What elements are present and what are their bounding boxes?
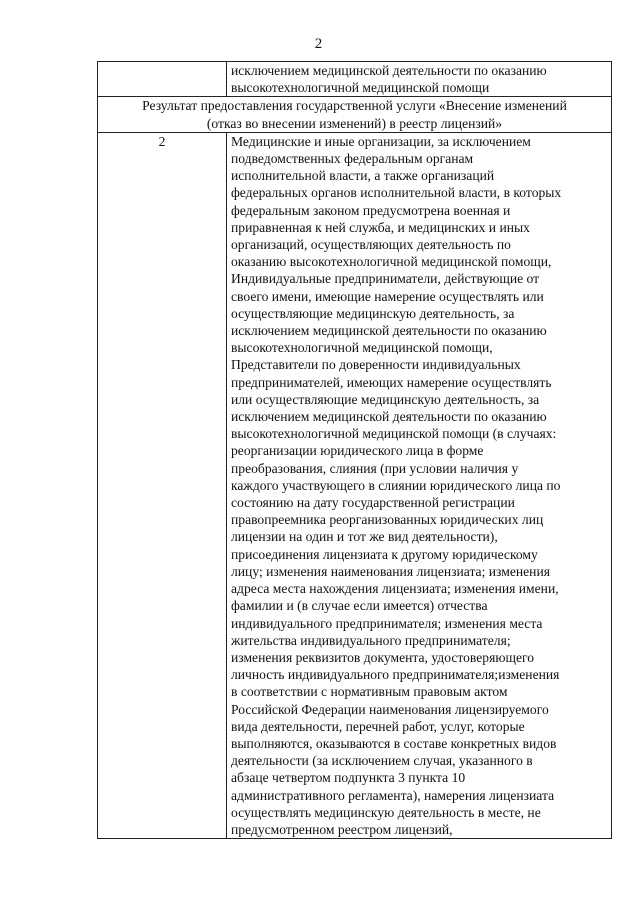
text-line: исключением медицинской деятельности по оказанию [231, 409, 547, 425]
text-line: оказанию высокотехнологичной медицинской помощи, [231, 254, 552, 270]
text-line: своего имени, имеющие намерение осуществлять или [231, 288, 544, 304]
text-line: индивидуального предпринимателя; изменения места [231, 615, 543, 631]
text-line: каждого участвующего в слиянии юридического лица по [231, 477, 561, 493]
text-line: высокотехнологичной медицинской помощи, [231, 340, 493, 356]
text-line: изменения реквизитов документа, удостоверяющего [231, 649, 535, 665]
section-header-row [98, 97, 612, 132]
row-number-cell [98, 62, 227, 97]
text-line: федеральным законом предусмотрена военная и [231, 202, 511, 218]
text-line: организаций, осуществляющих деятельность по [231, 237, 511, 253]
text-line: Индивидуальные предприниматели, действующие от [231, 271, 540, 287]
text-line: в соответствии с нормативным правовым актом [231, 684, 508, 700]
table-row [98, 62, 612, 97]
text-line: высокотехнологичной медицинской помощи [231, 80, 490, 96]
text-line: осуществлять медицинскую деятельность в месте, не [231, 804, 541, 820]
text-line: федеральных органов исполнительной власти, в которых [231, 185, 562, 201]
row-text-cell [227, 62, 612, 97]
row-number-cell: 2 [98, 132, 227, 838]
text-line: фамилии и (в случае если имеется) отчества [231, 598, 488, 614]
text-line: лицу; изменения наименования лицензиата; изменения [231, 563, 550, 579]
text-line: деятельности (за исключением случая, указанного в [231, 753, 533, 769]
text-line: вида деятельности, перечней работ, услуг, которые [231, 718, 525, 734]
text-line: личность индивидуального предпринимателя;изменения [231, 667, 560, 683]
text-line: преобразования, слияния (при условии наличия у [231, 460, 519, 476]
text-line: выполняются, оказываются в составе конкретных видов [231, 735, 557, 751]
text-line: адреса места нахождения лицензиата; изменения имени, [231, 581, 559, 597]
text-line: жительства индивидуального предпринимателя; [231, 632, 511, 648]
table-row [98, 132, 612, 838]
text-line: абзаце четвертом подпункта 3 пункта 10 [231, 770, 466, 786]
section-header-cell [98, 97, 612, 132]
text-line: предпринимателей, имеющих намерение осуществлять [231, 374, 552, 390]
text-line: предусмотренном реестром лицензий, [231, 821, 453, 837]
text-line: Российской Федерации наименования лицензируемого [231, 701, 549, 717]
text-line: Представители по доверенности индивидуальных [231, 357, 521, 373]
document-table [97, 61, 612, 839]
section-header-line: (отказ во внесении изменений) в реестр лицензий» [206, 115, 503, 131]
text-line: реорганизации юридического лица в форме [231, 443, 484, 459]
text-line: или осуществляющие медицинскую деятельность, за [231, 391, 540, 407]
text-line: состоянию на дату государственной регистрации [231, 495, 515, 511]
page-number: 2 [314, 36, 323, 52]
text-line: Медицинские и иные организации, за исключением [231, 133, 531, 149]
section-header-line: Результат предоставления государственной услуги «Внесение изменений [142, 98, 567, 114]
text-line: приравненная к ней служба, и медицинских и иных [231, 219, 530, 235]
text-line: присоединения лицензиата к другому юридическому [231, 546, 538, 562]
text-line: лицензии на один и тот же вид деятельности), [231, 529, 498, 545]
text-line: исключением медицинской деятельности по оказанию [231, 63, 547, 78]
text-line: подведомственных федеральным органам [231, 151, 474, 167]
text-line: исполнительной власти, а также организаций [231, 168, 495, 184]
text-line: осуществляющие медицинскую деятельность, за [231, 305, 515, 321]
text-line: правопреемника реорганизованных юридических лиц [231, 512, 544, 528]
text-line: исключением медицинской деятельности по оказанию [231, 323, 547, 339]
row-text-cell [227, 132, 612, 838]
text-line: административного регламента), намерения лицензиата [231, 787, 555, 803]
text-line: высокотехнологичной медицинской помощи (в случаях: [231, 426, 557, 442]
